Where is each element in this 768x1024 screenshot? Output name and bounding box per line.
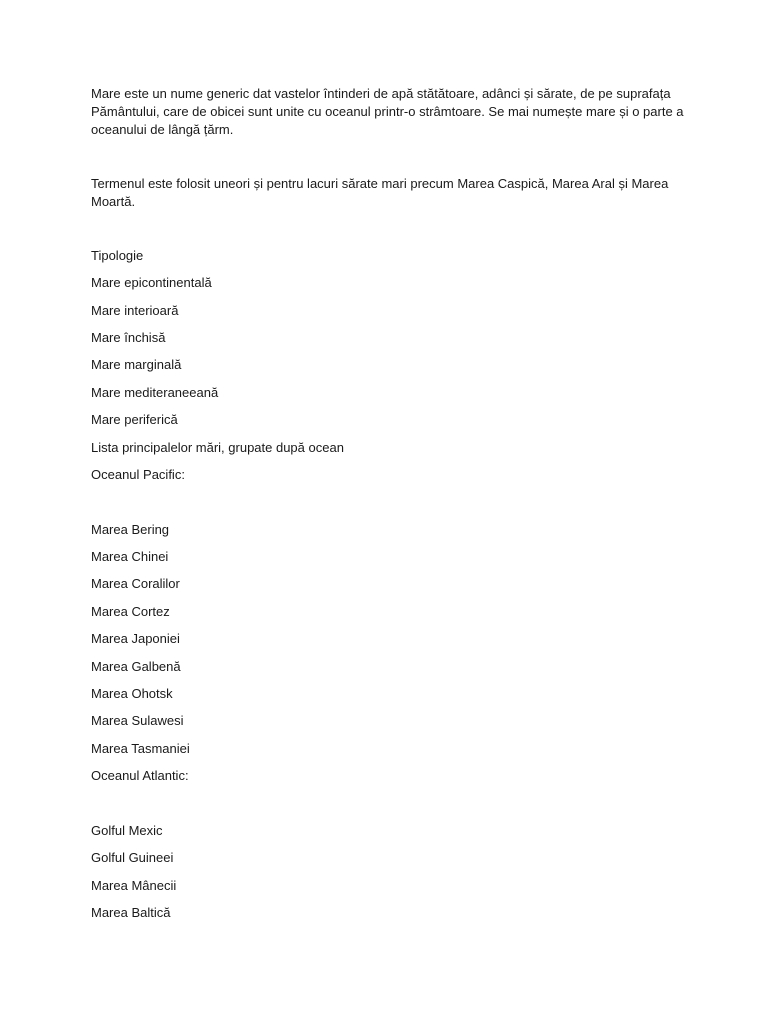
list-item: Marea Tasmaniei [91, 741, 190, 756]
list-item: Marea Mânecii [91, 878, 177, 893]
list-item: Golful Guineei [91, 850, 174, 865]
heading-tipologie: Tipologie [91, 248, 144, 263]
ocean-heading-atlantic: Oceanul Atlantic: [91, 768, 189, 783]
intro-paragraph: Mare este un nume generic dat vastelor întinderi de apă stătătoare, adânci și sărate, de pe suprafața Pământului, care de obicei sunt unite cu oceanul printr-o strâmtoare. Se mai numește mare și o parte a oceanului de lângă țărm. [91, 86, 684, 137]
list-item: Mare periferică [91, 412, 178, 427]
list-item: Marea Japoniei [91, 631, 180, 646]
list-item: Mare închisă [91, 330, 166, 345]
list-heading: Lista principalelor mări, grupate după ocean [91, 440, 344, 455]
list-item: Marea Cortez [91, 604, 170, 619]
ocean-heading-pacific: Oceanul Pacific: [91, 467, 185, 482]
list-item: Marea Chinei [91, 549, 169, 564]
list-item: Marea Ohotsk [91, 686, 173, 701]
list-item: Mare marginală [91, 357, 182, 372]
list-item: Marea Galbenă [91, 659, 181, 674]
list-item: Marea Bering [91, 522, 170, 537]
term-paragraph: Termenul este folosit uneori și pentru lacuri sărate mari precum Marea Caspică, Marea Aral și Marea Moartă. [91, 176, 669, 209]
list-item: Golful Mexic [91, 823, 163, 838]
list-item: Mare epicontinentală [91, 275, 212, 290]
list-item: Marea Sulawesi [91, 713, 184, 728]
list-item: Marea Baltică [91, 905, 171, 920]
list-item: Marea Coralilor [91, 576, 180, 591]
list-item: Mare interioară [91, 303, 179, 318]
list-item: Mare mediteraneeană [91, 385, 219, 400]
